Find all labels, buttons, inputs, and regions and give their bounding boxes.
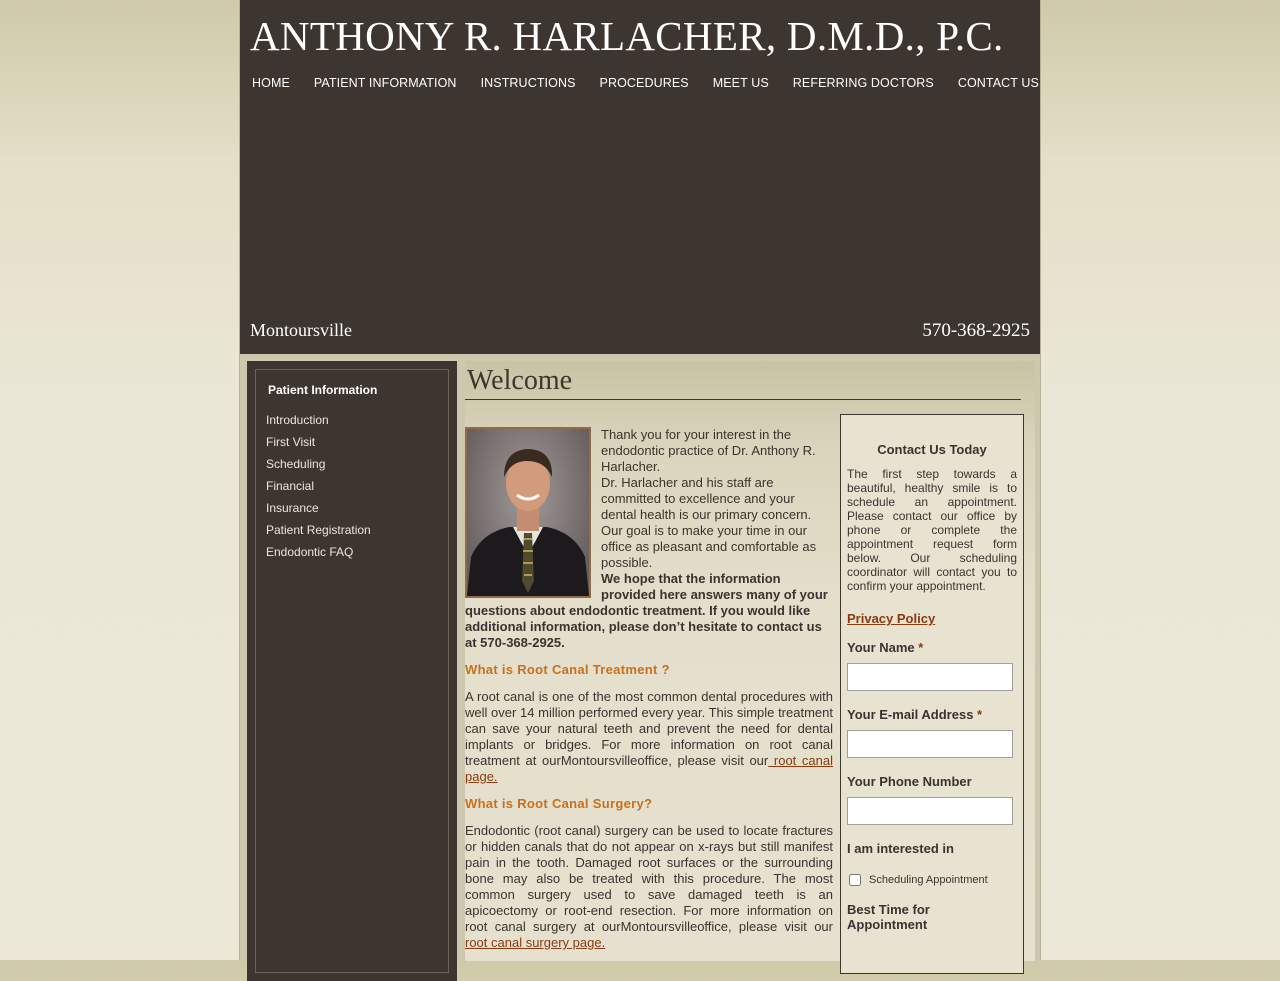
name-input[interactable] [847, 663, 1013, 691]
scheduling-appointment-label: Scheduling Appointment [869, 874, 988, 886]
office-location: Montoursville [250, 320, 352, 340]
sidebar-item-scheduling [266, 455, 448, 471]
required-marker: * [918, 640, 924, 655]
sidebar-item-financial [266, 477, 448, 493]
name-field-label [847, 640, 1017, 655]
sidebar-link-endodontic-faq[interactable]: Endodontic FAQ [266, 545, 354, 559]
email-label-text: Your E-mail Address [847, 707, 974, 722]
sidebar-menu [266, 411, 448, 559]
sidebar-link-first-visit[interactable]: First Visit [266, 435, 316, 449]
nav-instructions[interactable]: INSTRUCTIONS [480, 76, 576, 90]
root-canal-surgery-text [465, 823, 833, 951]
root-canal-surgery-page-link[interactable]: root canal surgery page. [465, 935, 606, 950]
privacy-policy-link[interactable]: Privacy Policy [847, 611, 936, 626]
name-label-text: Your Name [847, 640, 915, 655]
root-canal-treatment-text [465, 689, 833, 785]
intro-paragraph-2: Dr. Harlacher and his staff are committed to excellence and your dental health is our primary concern. Our goal is to make your time in our office as pleasant and comfortable as possible. [601, 475, 817, 570]
phone-field-label: Your Phone Number [847, 774, 972, 789]
sidebar-link-financial[interactable]: Financial [266, 479, 315, 493]
interest-option-row [847, 874, 1017, 886]
header-phone-number[interactable]: 570-368-2925 [922, 320, 1030, 341]
email-field-label [847, 707, 1017, 722]
nav-patient-information[interactable]: PATIENT INFORMATION [313, 76, 457, 90]
email-input[interactable] [847, 730, 1013, 758]
sidebar-item-introduction [266, 411, 448, 427]
contact-form-panel [840, 414, 1024, 974]
scheduling-appointment-checkbox[interactable] [849, 874, 861, 886]
intro-bold-paragraph: We hope that the information provided here answers many of your questions about endodontic treatment. If you would like additional information, please don’t hesitate to contact us at 570-368-2925. [465, 571, 828, 650]
doctor-portrait [465, 427, 591, 598]
nav-contact-us[interactable]: CONTACT US [957, 76, 1039, 90]
sidebar-link-insurance[interactable]: Insurance [266, 501, 319, 515]
page-title: Welcome [467, 365, 573, 396]
nav-referring-doctors[interactable]: REFERRING DOCTORS [792, 76, 934, 90]
contact-form-intro: The first step towards a beautiful, healthy smile is to schedule an appointment. Please contact our office by phone or complete the appointment request form below. Our scheduling coordinator will contact you to confirm your appointment. [847, 467, 1017, 593]
sidebar-heading: Patient Information [268, 383, 378, 397]
site-title[interactable]: ANTHONY R. HARLACHER, D.M.D., P.C. [250, 13, 1004, 59]
root-canal-surgery-heading: What is Root Canal Surgery? [465, 796, 653, 811]
sidebar-link-introduction[interactable]: Introduction [266, 413, 329, 427]
best-time-label: Best Time for Appointment [847, 902, 930, 932]
welcome-article [465, 427, 833, 951]
root-canal-treatment-body: A root canal is one of the most common dental procedures with well over 14 million performed every year. This simple treatment can save your natural teeth and prevent the need for dental implants or bridges. For more information on root canal treatment at ourMontoursvilleoffice, please visit our [465, 689, 833, 768]
required-marker: * [977, 707, 983, 722]
title-divider [465, 399, 1021, 400]
sidebar-panel [255, 369, 449, 973]
root-canal-treatment-heading: What is Root Canal Treatment ? [465, 662, 670, 677]
interest-label: I am interested in [847, 841, 954, 856]
sidebar [247, 361, 457, 981]
phone-input[interactable] [847, 797, 1013, 825]
nav-meet-us[interactable]: MEET US [712, 76, 769, 90]
sidebar-item-patient-registration [266, 521, 448, 537]
sidebar-link-patient-registration[interactable]: Patient Registration [266, 523, 371, 537]
nav-procedures[interactable]: PROCEDURES [599, 76, 689, 90]
page-container [239, 0, 1041, 960]
root-canal-page-link[interactable]: root canal page. [465, 753, 834, 784]
sidebar-item-endodontic-faq [266, 543, 448, 559]
sidebar-link-scheduling[interactable]: Scheduling [266, 457, 326, 471]
site-header [240, 0, 1040, 354]
nav-home[interactable]: HOME [252, 76, 290, 90]
contact-form-heading: Contact Us Today [877, 442, 987, 457]
sidebar-item-insurance [266, 499, 448, 515]
root-canal-surgery-body: Endodontic (root canal) surgery can be used to locate fractures or hidden canals that do not appear on x-rays but still manifest pain in the tooth. Damaged root surfaces or the surrounding bone may also be treated with this procedure. The most common surgery used to save damaged teeth is an apicoectomy or root-end resection. For more information on root canal surgery at ourMontoursvilleoffice, please visit our [465, 823, 833, 934]
intro-paragraph-1: Thank you for your interest in the endodontic practice of Dr. Anthony R. Harlacher. [601, 427, 816, 474]
sidebar-item-first-visit [266, 433, 448, 449]
main-nav [252, 76, 1039, 90]
main-content [465, 361, 1035, 961]
